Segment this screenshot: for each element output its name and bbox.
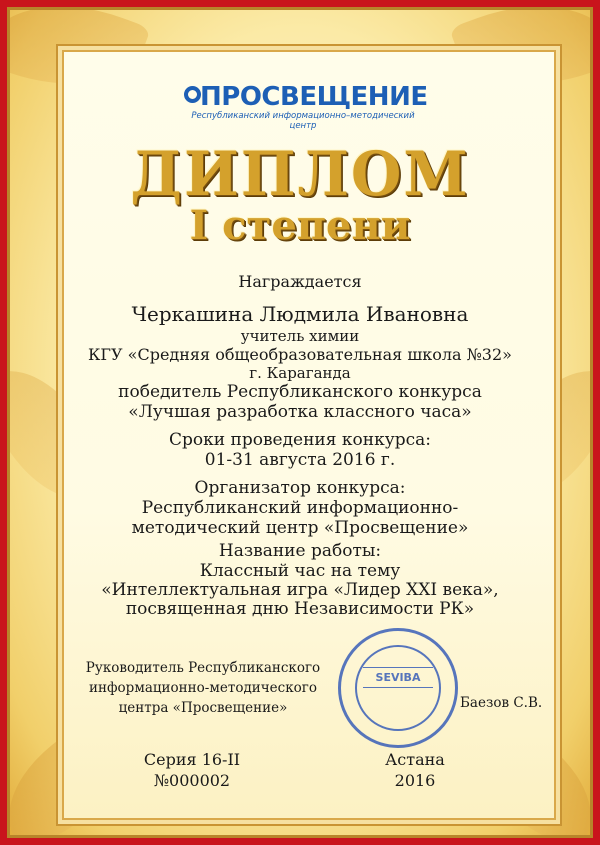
organizer-label: Организатор конкурса: (194, 478, 406, 498)
dates-value: 01-31 августа 2016 г. (204, 450, 396, 470)
official-stamp (338, 628, 458, 748)
work-line-2: «Интеллектуальная игра «Лидер XXI века», (101, 580, 499, 600)
work-line-3: посвященная дню Независимости РК» (125, 599, 475, 619)
diploma-title: ДИПЛОМ (130, 138, 470, 210)
place-date-block (365, 749, 465, 791)
recipient-city: г. Караганда (249, 364, 351, 382)
logo-ring-icon (184, 86, 201, 103)
recipient-name: Черкашина Людмила Ивановна (131, 302, 469, 326)
diploma-degree: I степени (189, 202, 411, 249)
awarded-label: Награждается (238, 272, 362, 291)
stamp-rule (363, 687, 433, 688)
series-label: Серия 16-II (143, 750, 241, 769)
prosveshchenie-logo (188, 82, 428, 131)
issue-city: Астана (385, 750, 445, 769)
logo-subtitle: Республиканский информационно–методический центр (191, 111, 415, 131)
work-label: Название работы: (218, 541, 382, 561)
stamp-label: SEVIBA (375, 671, 421, 684)
signature-line-1: Руководитель Республиканского (85, 660, 321, 676)
signer-name: Баезов С.В. (460, 695, 543, 711)
series-number: №000002 (153, 771, 231, 790)
series-block (132, 749, 252, 791)
signature-line-2: информационно-методического (88, 680, 317, 696)
stamp-rule (363, 667, 433, 668)
dates-label: Сроки проведения конкурса: (169, 430, 431, 450)
organizer-line-1: Республиканский информационно- (141, 498, 459, 518)
winner-line-2: «Лучшая разработка классного часа» (128, 402, 472, 422)
logo-name: ПРОСВЕЩЕНИЕ (200, 82, 428, 112)
work-line-1: Классный час на тему (199, 561, 401, 581)
recipient-position: учитель химии (240, 327, 360, 345)
issue-year: 2016 (394, 771, 436, 790)
stamp-inner-ring (355, 645, 441, 731)
organizer-line-2: методический центр «Просвещение» (131, 518, 469, 538)
signature-line-3: центра «Просвещение» (118, 700, 288, 716)
recipient-school: КГУ «Средняя общеобразовательная школа №32» (88, 345, 512, 364)
signature-block (68, 658, 338, 718)
winner-line-1: победитель Республиканского конкурса (118, 382, 482, 402)
